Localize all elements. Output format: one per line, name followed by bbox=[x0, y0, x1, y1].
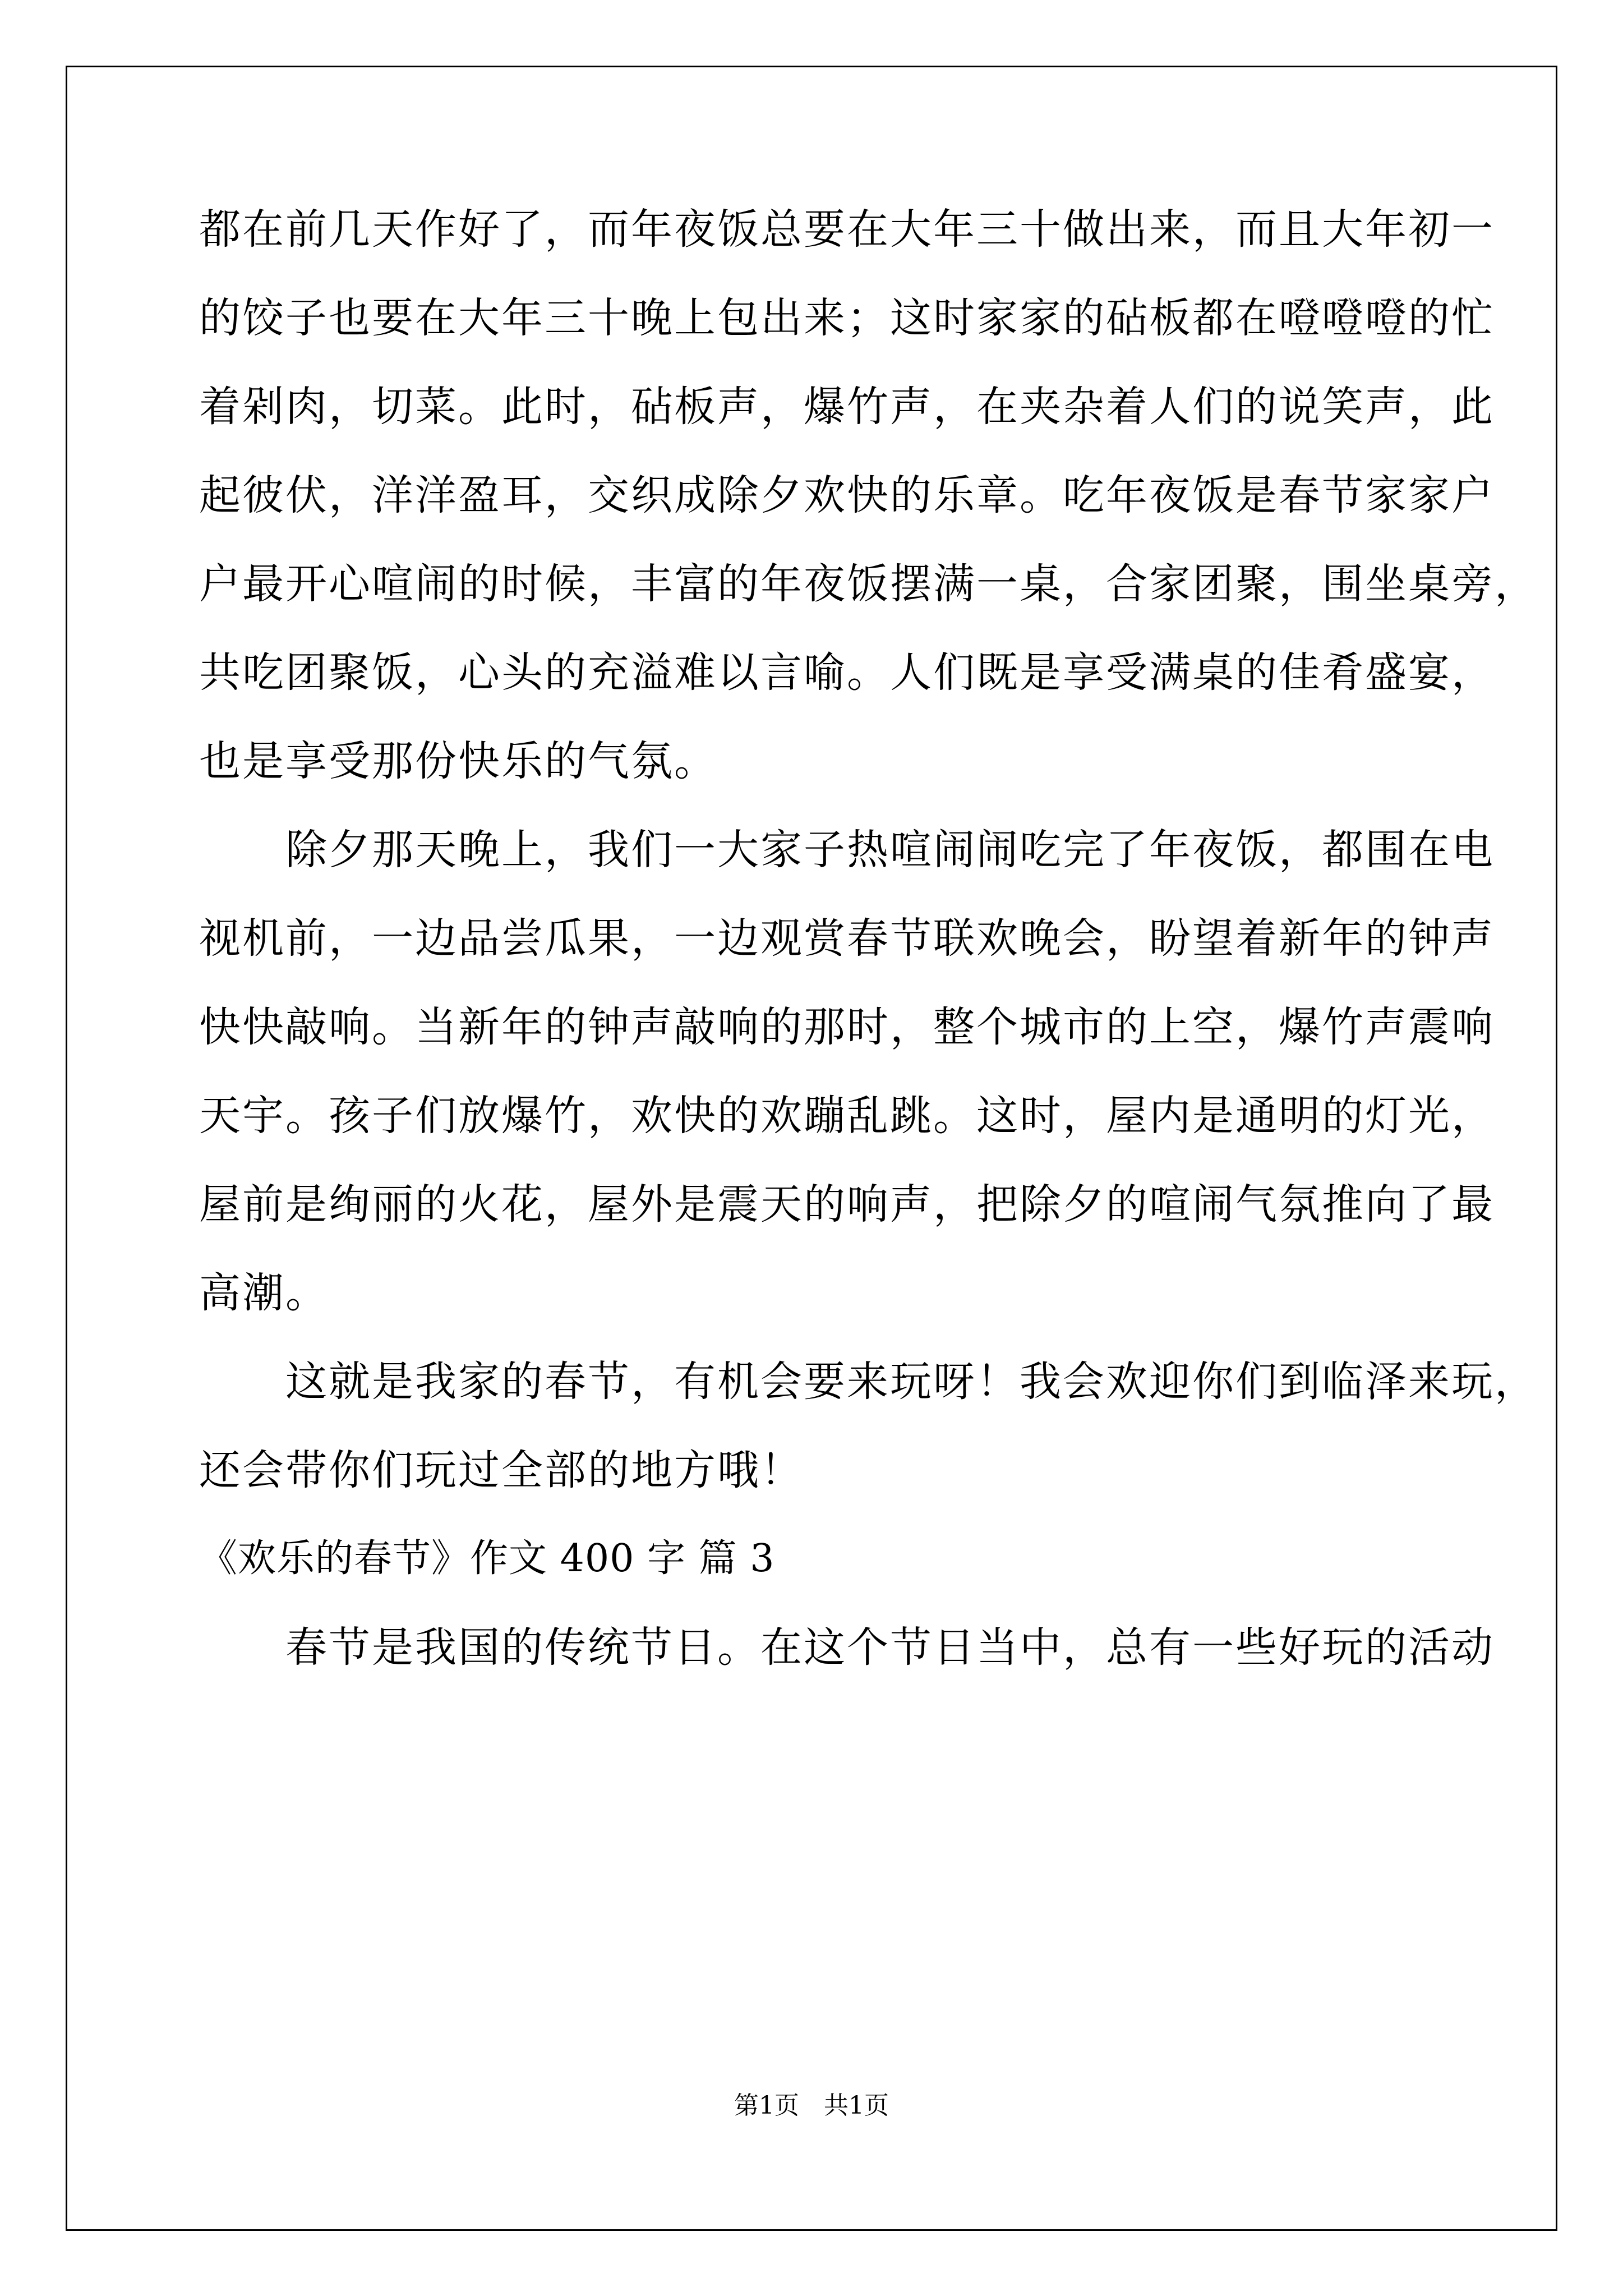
text-line: 天宇。孩子们放爆竹，欢快的欢蹦乱跳。这时，屋内是通明的灯光， bbox=[199, 1092, 1495, 1140]
text-line: 屋前是绚丽的火花，屋外是震天的响声，把除夕的喧闹气氛推向了最 bbox=[199, 1180, 1495, 1228]
text-line: 着剁肉，切菜。此时，砧板声，爆竹声，在夹杂着人们的说笑声，此 bbox=[199, 383, 1495, 431]
text-line: 都在前几天作好了，而年夜饭总要在大年三十做出来，而且大年初一 bbox=[199, 205, 1495, 254]
text-line: 视机前，一边品尝瓜果，一边观赏春节联欢晚会，盼望着新年的钟声 bbox=[199, 914, 1495, 963]
text-line: 还会带你们玩过全部的地方哦！ bbox=[199, 1446, 804, 1494]
text-line: 共吃团聚饭，心头的充溢难以言喻。人们既是享受满桌的佳肴盛宴， bbox=[199, 648, 1495, 697]
section-heading: 《欢乐的春节》作文 400 字 篇 3 bbox=[199, 1536, 775, 1581]
text-line: 高潮。 bbox=[199, 1269, 329, 1317]
text-line: 这就是我家的春节，有机会要来玩呀！我会欢迎你们到临泽来玩， bbox=[199, 1358, 1538, 1406]
text-line: 户最开心喧闹的时候，丰富的年夜饭摆满一桌，合家团聚，围坐桌旁， bbox=[199, 560, 1538, 608]
text-line: 起彼伏，洋洋盈耳，交织成除夕欢快的乐章。吃年夜饭是春节家家户 bbox=[199, 471, 1495, 519]
text-line: 的饺子也要在大年三十晚上包出来；这时家家的砧板都在噔噔噔的忙 bbox=[199, 294, 1495, 342]
text-line: 快快敲响。当新年的钟声敲响的那时，整个城市的上空，爆竹声震响 bbox=[199, 1003, 1495, 1051]
text-line: 也是享受那份快乐的气氛。 bbox=[199, 737, 717, 785]
text-line: 春节是我国的传统节日。在这个节日当中，总有一些好玩的活动 bbox=[199, 1623, 1495, 1672]
page-footer: 第1页 共1页 bbox=[734, 2091, 889, 2120]
text-line: 除夕那天晚上，我们一大家子热喧闹闹吃完了年夜饭，都围在电 bbox=[199, 826, 1495, 874]
